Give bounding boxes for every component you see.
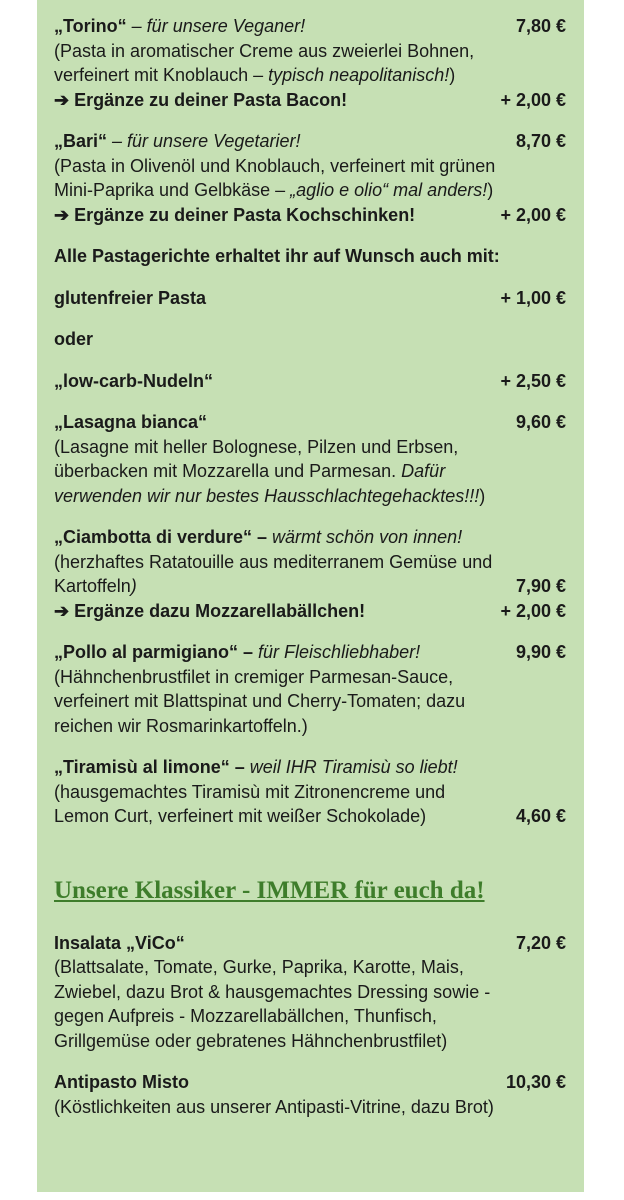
lasagna-price: 9,60 €: [515, 412, 566, 432]
torino-tag: – für unsere Veganer!: [131, 16, 306, 36]
or-label: oder: [54, 329, 94, 349]
antipasto-desc-1: (Köstlichkeiten aus unserer Antipasti-Vitrine, dazu Brot): [54, 1096, 494, 1117]
lasagna-desc-1: (Lasagne mit heller Bolognese, Pilzen und Erbsen,: [54, 436, 459, 457]
gluten-free-option: [54, 286, 566, 311]
antipasto-price: 10,30 €: [505, 1072, 566, 1092]
torino-addon-label: ➔ Ergänze zu deiner Pasta Bacon!: [54, 89, 348, 110]
pollo-price: 9,90 €: [515, 642, 566, 662]
menu-item-tiramisu: [54, 755, 566, 829]
pollo-tag: für Fleischliebhaber!: [253, 642, 421, 662]
ciambotta-addon-price: + 2,00 €: [500, 600, 566, 621]
insalata-desc-4: Grillgemüse oder gebratenes Hähnchenbrustfilet): [54, 1030, 448, 1051]
gluten-free-price: + 1,00 €: [500, 287, 566, 308]
insalata-name: Insalata „ViCo“: [54, 932, 185, 953]
low-carb-label: „low-carb-Nudeln“: [54, 370, 214, 391]
insalata-desc-2: Zwiebel, dazu Brot & hausgemachtes Dressing sowie -: [54, 981, 491, 1002]
lasagna-header: [54, 410, 566, 435]
ciambotta-name: „Ciambotta di verdure“ –: [54, 527, 268, 547]
menu-item-antipasto: [54, 1070, 566, 1119]
low-carb-price: + 2,50 €: [500, 370, 566, 391]
menu-panel: [37, 0, 584, 1192]
tiramisu-tag: weil IHR Tiramisù so liebt!: [244, 757, 458, 777]
torino-name: „Torino“: [54, 16, 127, 36]
torino-desc-2: verfeinert mit Knoblauch – typisch neapolitanisch!): [54, 65, 456, 85]
pollo-desc-1: (Hähnchenbrustfilet in cremiger Parmesan-Sauce,: [54, 666, 454, 687]
ciambotta-addon: [54, 599, 566, 624]
bari-addon-label: ➔ Ergänze zu deiner Pasta Kochschinken!: [54, 204, 416, 225]
antipasto-header: [54, 1070, 566, 1095]
menu-item-ciambotta: [54, 525, 566, 623]
pollo-desc-2: verfeinert mit Blattspinat und Cherry-Tomaten; dazu: [54, 691, 466, 711]
bari-header: [54, 129, 566, 154]
menu-item-bari: [54, 129, 566, 227]
pollo-header: [54, 640, 566, 665]
bari-name: „Bari“: [54, 131, 108, 151]
insalata-desc-3: gegen Aufpreis - Mozzarellabällchen, Thunfisch,: [54, 1006, 437, 1026]
menu-item-lasagna: [54, 410, 566, 508]
torino-desc-1: (Pasta in aromatischer Creme aus zweierlei Bohnen,: [54, 40, 475, 61]
tiramisu-desc-2: Lemon Curt, verfeinert mit weißer Schokolade): [54, 806, 427, 826]
bari-price: 8,70 €: [515, 131, 566, 151]
gluten-free-label: glutenfreier Pasta: [54, 287, 207, 308]
pollo-desc-3: reichen wir Rosmarinkartoffeln.): [54, 715, 308, 736]
tiramisu-header: [54, 755, 566, 780]
pollo-name: „Pollo al parmigiano“ –: [54, 642, 254, 662]
tiramisu-desc-2-row: [54, 804, 566, 829]
lasagna-desc-2: überbacken mit Mozzarella und Parmesan. Dafür: [54, 461, 446, 481]
bari-desc-1: (Pasta in Olivenöl und Knoblauch, verfeinert mit grünen: [54, 155, 496, 176]
bari-tag: – für unsere Vegetarier!: [112, 131, 301, 151]
insalata-price: 7,20 €: [515, 932, 566, 953]
ciambotta-desc-1: (herzhaftes Ratatouille aus mediterranem Gemüse und: [54, 551, 493, 572]
bari-addon-price: + 2,00 €: [500, 204, 566, 225]
tiramisu-name: „Tiramisù al limone“ –: [54, 757, 245, 777]
torino-price: 7,80 €: [515, 16, 566, 36]
section-title-classics: Unsere Klassiker - IMMER für euch da!: [54, 876, 485, 904]
bari-desc-2: Mini-Paprika und Gelbkäse – „aglio e olio“ mal anders!): [54, 180, 494, 200]
menu-content: [54, 14, 566, 1136]
lasagna-desc-3: verwenden wir nur bestes Hausschlachtegehacktes!!!): [54, 485, 486, 506]
torino-addon-price: + 2,00 €: [500, 89, 566, 110]
ciambotta-tag: wärmt schön von innen!: [267, 527, 463, 547]
torino-header: [54, 14, 566, 39]
tiramisu-desc-1: (hausgemachtes Tiramisù mit Zitronencreme und: [54, 781, 446, 802]
ciambotta-addon-label: ➔ Ergänze dazu Mozzarellabällchen!: [54, 600, 366, 621]
menu-item-pollo: [54, 640, 566, 738]
ciambotta-header: [54, 525, 566, 550]
ciambotta-desc-2-row: [54, 574, 566, 599]
insalata-header: [54, 931, 566, 956]
ciambotta-price: 7,90 €: [515, 576, 566, 596]
torino-addon: [54, 88, 566, 113]
insalata-desc-1: (Blattsalate, Tomate, Gurke, Paprika, Karotte, Mais,: [54, 957, 464, 977]
low-carb-option: [54, 369, 566, 394]
menu-item-insalata: [54, 931, 566, 1054]
ciambotta-desc-2: Kartoffeln): [54, 576, 137, 596]
bari-addon: [54, 203, 566, 228]
tiramisu-price: 4,60 €: [515, 806, 566, 826]
menu-item-torino: [54, 14, 566, 112]
antipasto-name: Antipasto Misto: [54, 1072, 189, 1092]
lasagna-name: „Lasagna bianca“: [54, 412, 208, 432]
pasta-options-heading: Alle Pastagerichte erhaltet ihr auf Wunsch auch mit:: [54, 246, 500, 266]
